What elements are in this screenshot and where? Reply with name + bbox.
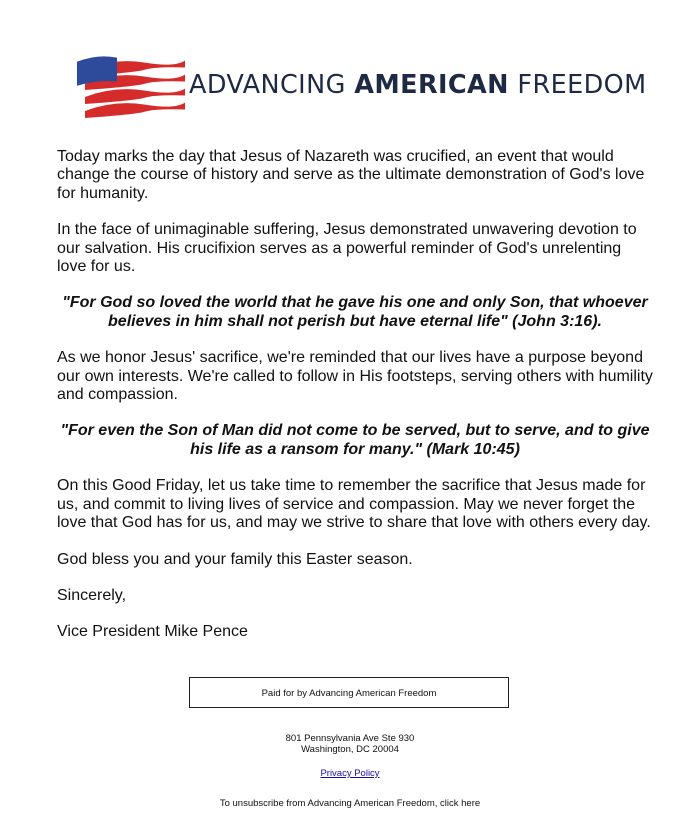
paragraph: God bless you and your family this Easter season. xyxy=(57,550,413,568)
paragraph: As we honor Jesus' sacrifice, we're reminded that our lives have a purpose beyond our own interests. We're called to follow in His footsteps, serving others with humility and compassion. xyxy=(57,349,653,404)
header-logo xyxy=(75,56,647,122)
brand-name: ADVANCING AMERICAN FREEDOM xyxy=(189,70,647,100)
address-line: Washington, DC 20004 xyxy=(301,744,399,755)
address-line: 801 Pennsylvania Ave Ste 930 xyxy=(285,733,415,744)
unsubscribe-container xyxy=(0,798,700,809)
paid-for-disclaimer: Paid for by Advancing American Freedom xyxy=(189,677,509,708)
paragraph: Today marks the day that Jesus of Nazareth was crucified, an event that would change the course of history and serve as the ultimate demonstration of God's love for humanity. xyxy=(57,148,645,202)
privacy-policy-link[interactable]: Privacy Policy xyxy=(320,768,380,779)
paragraph: On this Good Friday, let us take time to remember the sacrifice that Jesus made for us, and commit to living lives of service and compassion. May we never forget the love that God has for us, and may we strive to share that love with others every day. xyxy=(57,477,651,532)
closing: Sincerely, xyxy=(57,586,127,604)
scripture-quote: "For even the Son of Man did not come to be served, but to serve, and to give his life as a ransom for many." (Mark 10:45) xyxy=(60,422,650,458)
scripture-quote: "For God so loved the world that he gave his one and only Son, that whoever believes in him shall not perish but have eternal life" (John 3:16). xyxy=(62,294,648,330)
flag-logo-icon xyxy=(75,56,185,122)
signature: Vice President Mike Pence xyxy=(57,623,248,641)
paragraph: In the face of unimaginable suffering, Jesus demonstrated unwavering devotion to our salvation. His crucifixion serves as a powerful reminder of God's unrelenting love for us. xyxy=(57,221,637,276)
unsubscribe-link[interactable]: To unsubscribe from Advancing American Freedom, click here xyxy=(219,798,481,809)
email-body xyxy=(57,148,653,660)
mailing-address xyxy=(0,733,700,755)
privacy-policy-container xyxy=(0,768,700,779)
